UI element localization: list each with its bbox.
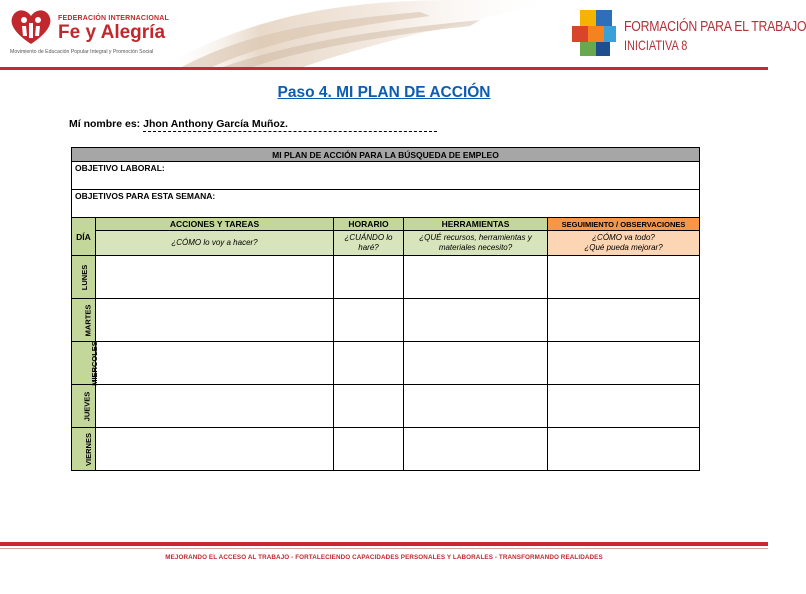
herramientas-cell[interactable]: [404, 385, 548, 428]
objetivos-semana-field[interactable]: OBJETIVOS PARA ESTA SEMANA:: [72, 190, 700, 218]
footer-divider: [0, 542, 768, 546]
col-horario-question: ¿CUÁNDO lo haré?: [334, 231, 404, 256]
day-label-miercoles: MIERCOLES: [89, 341, 99, 386]
acciones-cell[interactable]: [96, 428, 334, 471]
herramientas-cell[interactable]: [404, 299, 548, 342]
seguimiento-cell[interactable]: [548, 385, 700, 428]
day-cell-jueves: [72, 385, 96, 428]
seguimiento-cell[interactable]: [548, 299, 700, 342]
day-label-jueves: JUEVES: [82, 391, 92, 422]
acciones-cell[interactable]: [96, 342, 334, 385]
formacion-trabajo-logo: [566, 4, 806, 62]
herramientas-cell[interactable]: [404, 342, 548, 385]
herramientas-cell[interactable]: [404, 428, 548, 471]
table-row-lunes: [72, 256, 700, 299]
col-seguimiento-question: [548, 231, 700, 256]
table-row-martes: [72, 299, 700, 342]
objetivo-laboral-field[interactable]: OBJETIVO LABORAL:: [72, 162, 700, 190]
logo-org-line: FEDERACIÓN INTERNACIONAL: [58, 15, 169, 22]
day-label-martes: MARTES: [83, 304, 93, 337]
table-row-viernes: [72, 428, 700, 471]
horario-cell[interactable]: [334, 428, 404, 471]
footer-tagline: MEJORANDO EL ACCESO AL TRABAJO - FORTALECIENDO CAPACIDADES PERSONALES Y LABORALES - TRANSFORMANDO REALIDADES: [165, 554, 603, 561]
puzzle-cube-icon: [566, 4, 622, 60]
day-cell-martes: [72, 299, 96, 342]
day-cell-lunes: [72, 256, 96, 299]
day-label-lunes: LUNES: [80, 264, 90, 291]
name-row: [69, 118, 437, 132]
col-herramientas-question: ¿QUÉ recursos, herramientas y materiales necesito?: [404, 231, 548, 256]
footer-divider-thin: [0, 548, 768, 549]
fe-y-alegria-logo: [8, 6, 168, 62]
seguimiento-question-line2: ¿Qué pueda mejorar?: [584, 243, 663, 252]
herramientas-cell[interactable]: [404, 256, 548, 299]
page-title: Paso 4. MI PLAN DE ACCIÓN: [277, 84, 491, 101]
horario-cell[interactable]: [334, 342, 404, 385]
action-plan-table: [71, 147, 700, 471]
seguimiento-cell[interactable]: [548, 256, 700, 299]
day-cell-miercoles: [72, 341, 99, 386]
seguimiento-cell[interactable]: [548, 428, 700, 471]
seguimiento-cell[interactable]: [548, 342, 700, 385]
page-header: [0, 0, 806, 68]
table-heading: MI PLAN DE ACCIÓN PARA LA BÚSQUEDA DE EMPLEO: [72, 148, 700, 162]
table-row-jueves: [72, 385, 700, 428]
logo-name: Fe y Alegría: [58, 22, 166, 43]
day-label-viernes: VIERNES: [83, 433, 93, 466]
col-acciones-header: ACCIONES Y TAREAS: [96, 218, 334, 231]
horario-cell[interactable]: [334, 256, 404, 299]
hearts-logo-icon: [8, 6, 54, 46]
horario-cell[interactable]: [334, 385, 404, 428]
horario-cell[interactable]: [334, 299, 404, 342]
name-value-field[interactable]: Jhon Anthony García Muñoz.: [143, 118, 437, 132]
table-row-miercoles: [72, 342, 700, 385]
col-seguimiento-header: SEGUIMIENTO / OBSERVACIONES: [548, 218, 700, 231]
logo-line-2: INICIATIVA 8: [624, 37, 688, 53]
dia-header: DÍA: [72, 218, 96, 256]
logo-subtitle: Movimiento de Educación Popular Integral y Promoción Social: [10, 49, 154, 55]
name-label: Mí nombre es:: [69, 118, 144, 130]
col-herramientas-header: HERRAMIENTAS: [404, 218, 548, 231]
day-cell-viernes: [72, 428, 96, 471]
col-horario-header: HORARIO: [334, 218, 404, 231]
seguimiento-question-line1: ¿CÓMO va todo?: [592, 233, 655, 242]
header-divider: [0, 67, 768, 70]
logo-line-1: FORMACIÓN PARA EL TRABAJO: [624, 18, 806, 35]
acciones-cell[interactable]: [96, 299, 334, 342]
acciones-cell[interactable]: [96, 256, 334, 299]
acciones-cell[interactable]: [96, 385, 334, 428]
col-acciones-question: ¿CÓMO lo voy a hacer?: [96, 231, 334, 256]
